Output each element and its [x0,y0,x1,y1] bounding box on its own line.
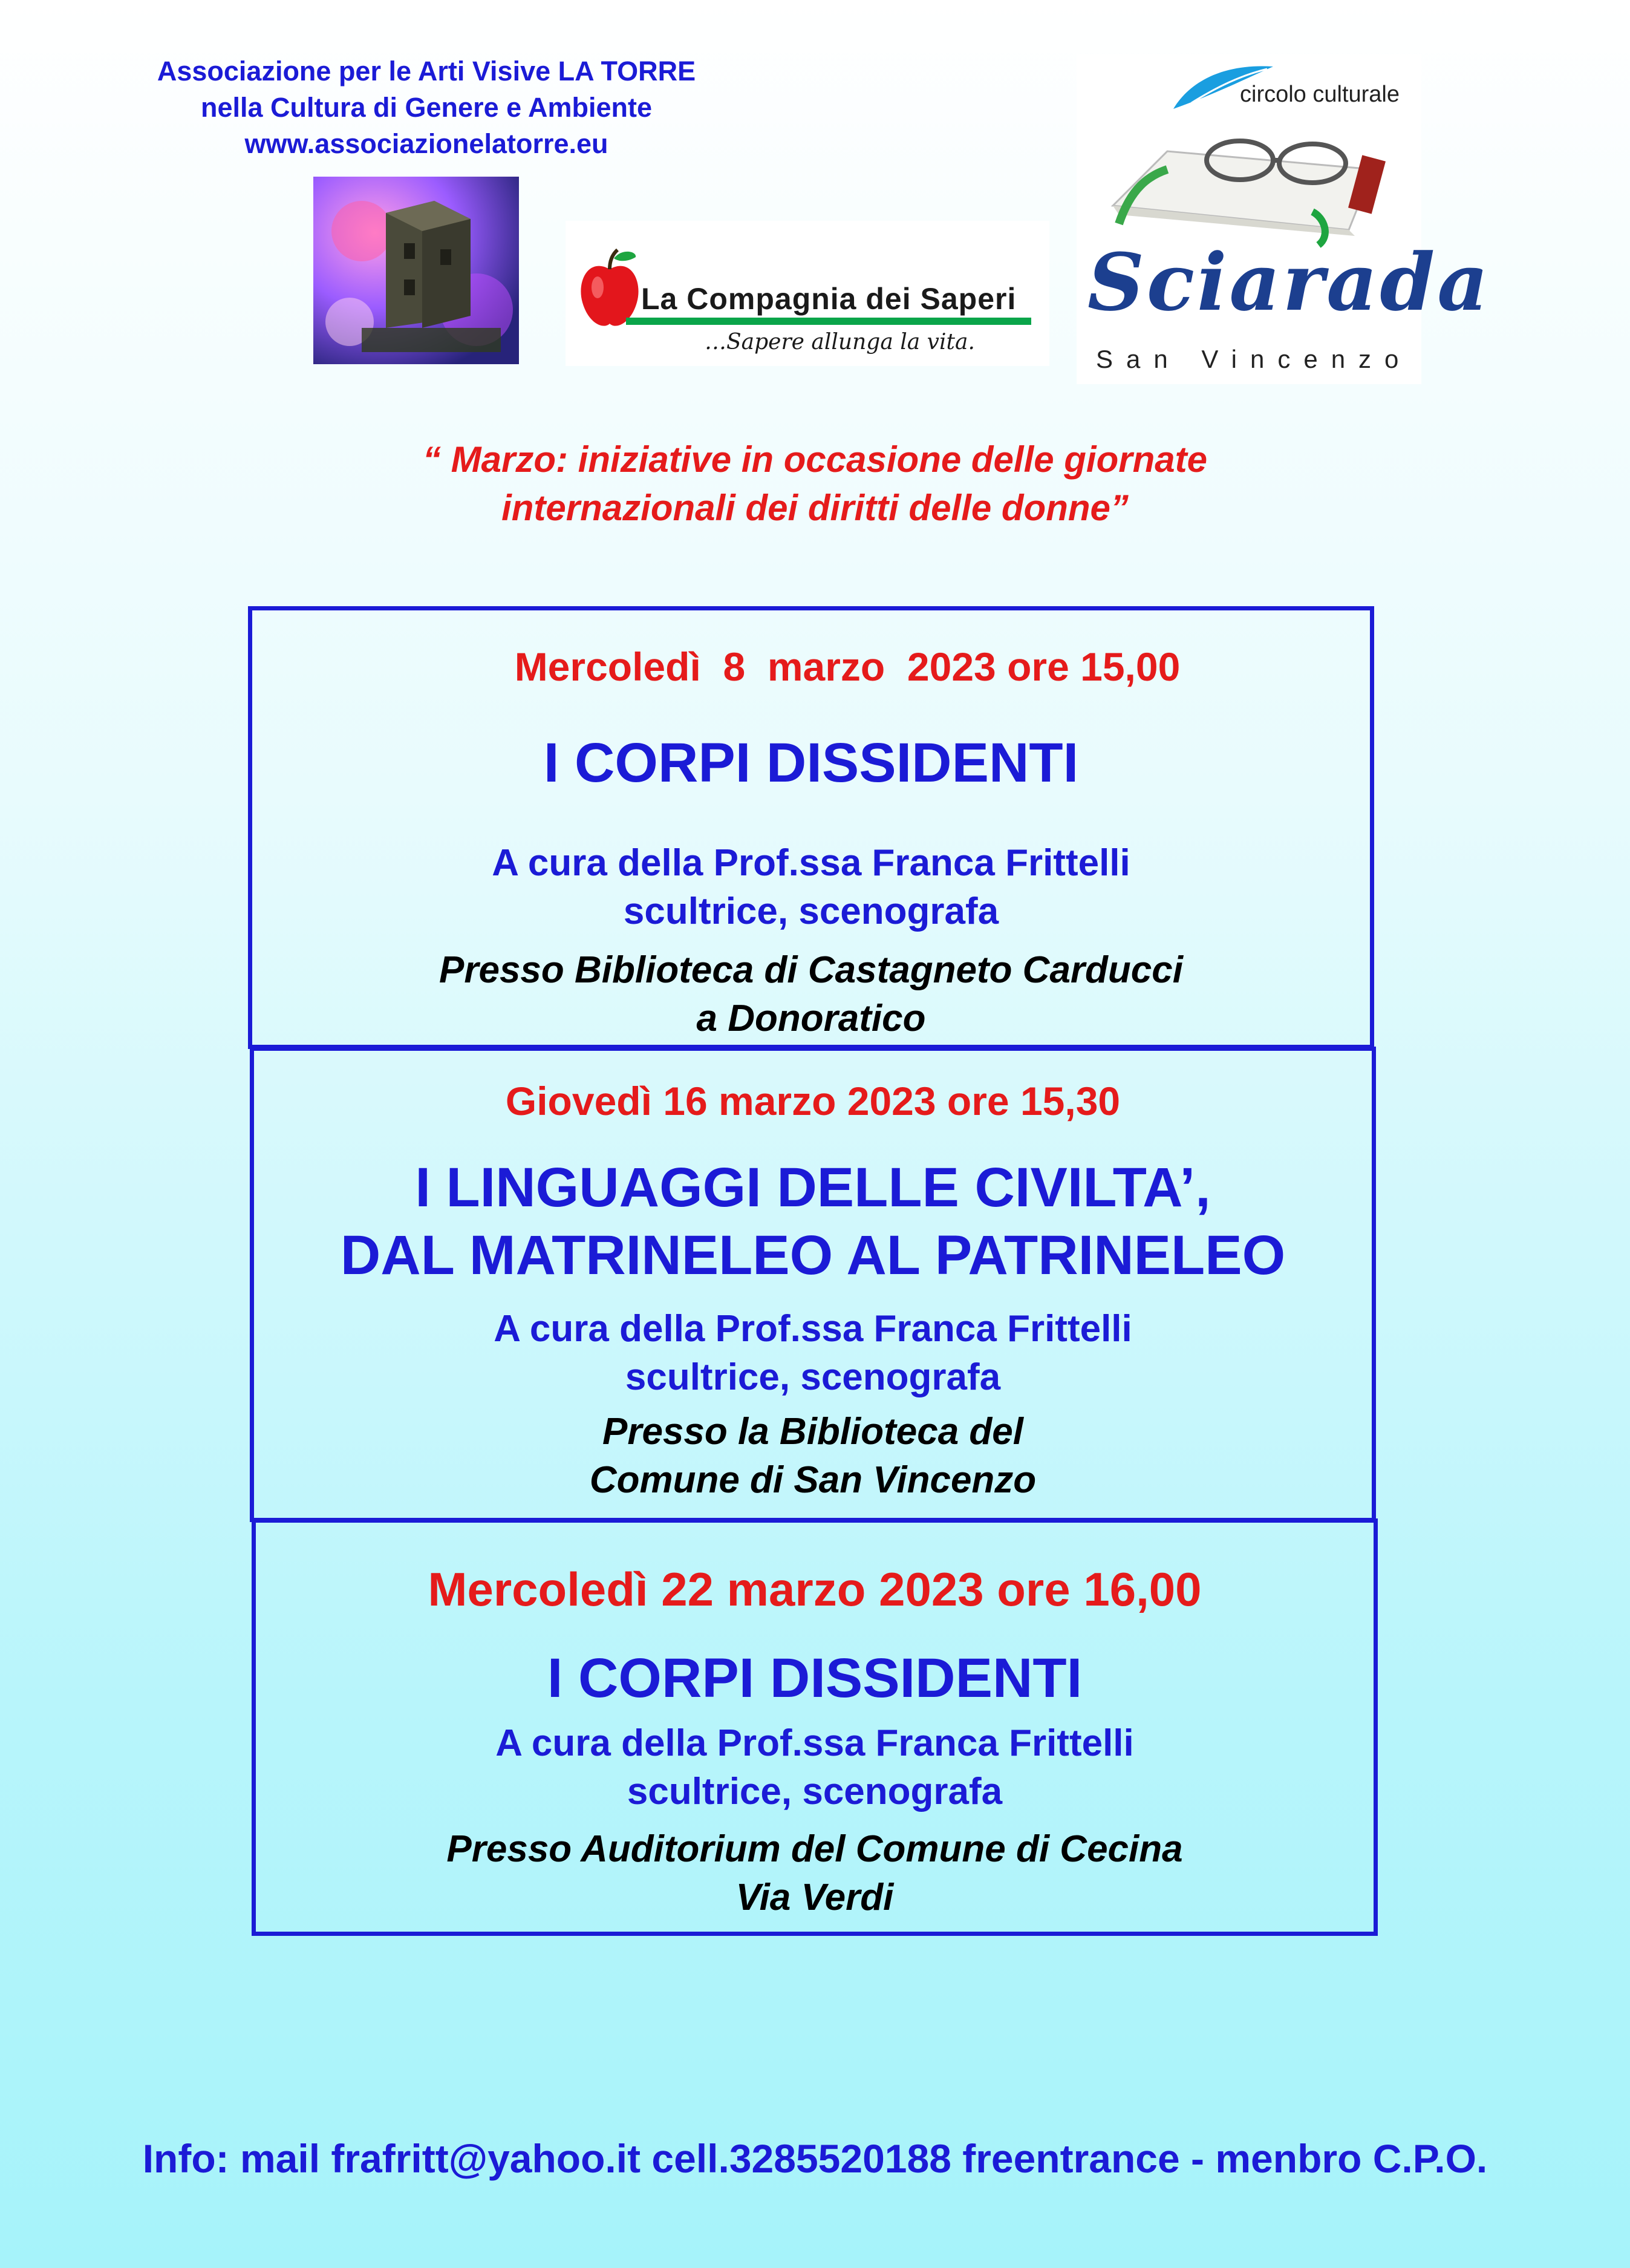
venue-line-2: Via Verdi [735,1877,894,1918]
event-title-line-2: DAL MATRINELEO AL PATRINELEO [340,1224,1286,1286]
compagnia-dei-saperi-logo [566,221,1049,366]
sciarada-place: San Vincenzo [1096,345,1412,373]
compagnia-green-bar [626,318,1031,325]
association-website: www.associazionelatorre.eu [244,128,608,159]
venue-line-1: Presso la Biblioteca del [602,1411,1024,1453]
book-glasses-icon [1095,115,1397,248]
compagnia-title: La Compagnia dei Saperi [641,282,1017,316]
curator-name: A cura della Prof.ssa Franca Frittelli [495,1722,1134,1764]
event-venue [256,1825,1374,1922]
event-series-subtitle [181,436,1449,532]
compagnia-slogan: …Sapere allunga la vita. [705,330,975,355]
event-venue [252,946,1370,1043]
sciarada-name: Sciarada [1087,236,1491,328]
event-card-2 [250,1047,1376,1522]
venue-line-2: a Donoratico [696,998,926,1039]
venue-line-1: Presso Auditorium del Comune di Cecina [446,1828,1183,1870]
event-date: Mercoledì 22 marzo 2023 ore 16,00 [428,1563,1202,1616]
event-curator [252,839,1370,936]
event-title: I CORPI DISSIDENTI [543,732,1079,794]
curator-name: A cura della Prof.ssa Franca Frittelli [494,1308,1132,1350]
event-title [254,1154,1372,1289]
curator-role: scultrice, scenografa [625,1356,1001,1398]
sciarada-circolo-label: circolo culturale [1240,82,1400,107]
venue-line-2: Comune di San Vincenzo [589,1459,1037,1501]
sciarada-logo [1077,54,1491,384]
subtitle-line-2: internazionali dei diritti delle donne” [501,488,1129,528]
curator-name: A cura della Prof.ssa Franca Frittelli [492,842,1130,884]
event-title-line-1: I LINGUAGGI DELLE CIVILTA’, [415,1157,1211,1218]
association-name: Associazione per le Arti Visive LA TORRE [157,56,696,87]
event-venue [254,1408,1372,1505]
footer-contact-info: Info: mail frafritt@yahoo.it cell.3285520188 freentrance - menbro C.P.O. [142,2136,1488,2181]
curator-role: scultrice, scenografa [623,891,999,932]
event-date: Mercoledì 8 marzo 2023 ore 15,00 [514,644,1181,689]
event-title: I CORPI DISSIDENTI [547,1647,1083,1709]
association-header [67,53,786,162]
tower-logo-image [313,177,519,364]
event-date: Giovedì 16 marzo 2023 ore 15,30 [505,1079,1121,1123]
event-card-3 [252,1518,1378,1936]
event-card-1 [248,606,1374,1049]
subtitle-line-1: “ Marzo: iniziative in occasione delle giornate [423,439,1207,480]
event-curator [256,1719,1374,1816]
curator-role: scultrice, scenografa [627,1771,1003,1812]
event-curator [254,1305,1372,1402]
venue-line-1: Presso Biblioteca di Castagneto Carducci [438,949,1183,991]
association-subtitle: nella Cultura di Genere e Ambiente [200,92,652,123]
